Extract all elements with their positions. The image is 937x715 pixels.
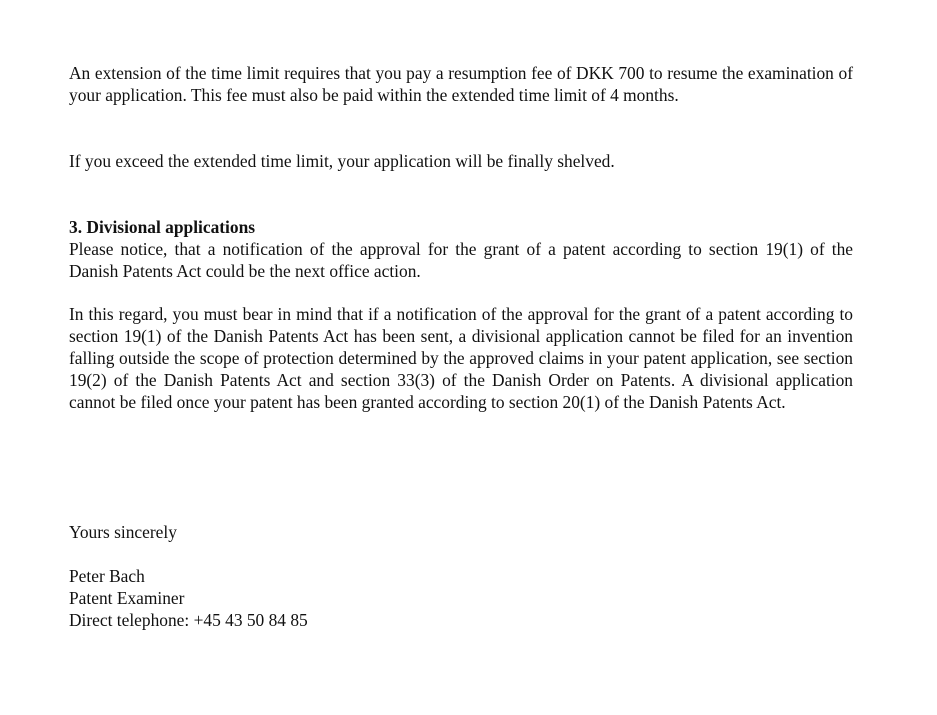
shelved-paragraph: If you exceed the extended time limit, your application will be finally shelved. <box>69 151 615 171</box>
section-body-paragraph: Please notice, that a notification of the approval for the grant of a patent according to section 19(1) of the Danish Patents Act could be the next office action. <box>69 239 853 281</box>
section-heading: 3. Divisional applications <box>69 217 256 237</box>
resumption-fee-paragraph: An extension of the time limit requires that you pay a resumption fee of DKK 700 to resume the examination of your application. This fee must also be paid within the extended time limit of 4 months. <box>69 63 853 105</box>
closing-salutation: Yours sincerely <box>69 522 177 542</box>
direct-telephone: Direct telephone: +45 43 50 84 85 <box>69 610 308 630</box>
divisional-regard-paragraph: In this regard, you must bear in mind that if a notification of the approval for the grant of a patent according to section 19(1) of the Danish Patents Act has been sent, a divisional application cannot be filed for an invention falling outside the scope of protection determined by the approved claims in your patent application, see section 19(2) of the Danish Patents Act and section 33(3) of the Danish Order on Patents. A divisional application cannot be filed once your patent has been granted according to section 20(1) of the Danish Patents Act. <box>69 304 853 412</box>
signer-name: Peter Bach <box>69 566 145 586</box>
signature-block <box>69 565 853 631</box>
divisional-applications-section <box>69 216 853 282</box>
signer-title: Patent Examiner <box>69 588 185 608</box>
